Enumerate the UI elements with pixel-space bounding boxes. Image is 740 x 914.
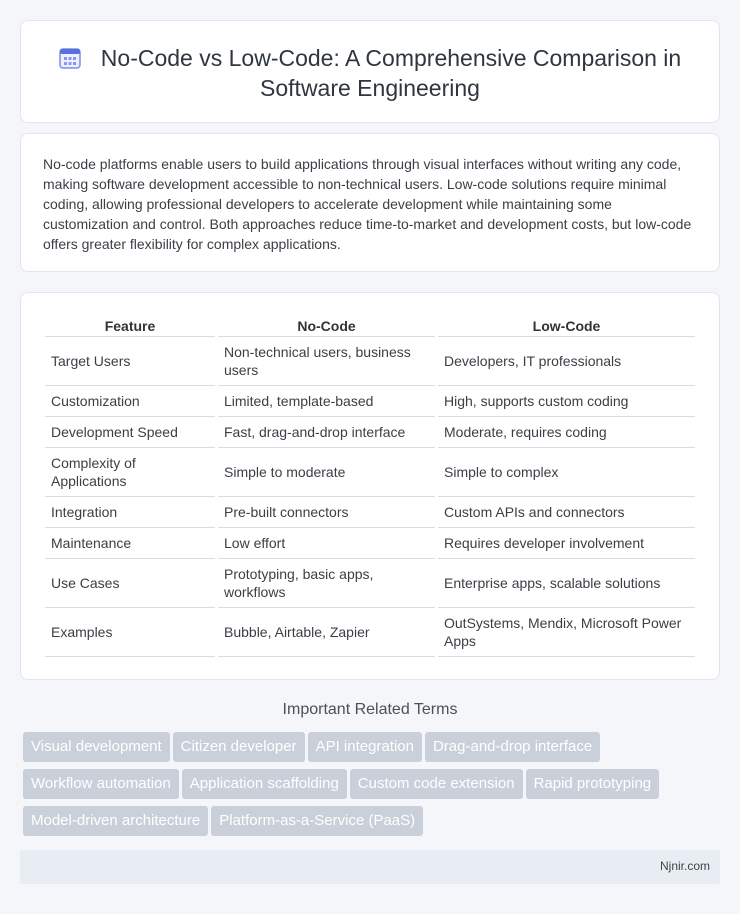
page-title: No-Code vs Low-Code: A Comprehensive Comparison in Software Engineering [100, 45, 682, 101]
calendar-icon [59, 47, 81, 69]
table-cell-feature: Customization [45, 386, 215, 417]
term-tag[interactable]: Model-driven architecture [23, 806, 208, 836]
table-cell-no-code: Limited, template-based [218, 386, 435, 417]
table-cell-feature: Examples [45, 608, 215, 657]
table-cell-feature: Use Cases [45, 559, 215, 608]
table-row [45, 559, 695, 608]
table-cell-feature: Complexity of Applications [45, 448, 215, 497]
table-row [45, 337, 695, 386]
table-cell-no-code: Pre-built connectors [218, 497, 435, 528]
table-header-row [45, 315, 695, 337]
table-row [45, 448, 695, 497]
table-cell-no-code: Non-technical users, business users [218, 337, 435, 386]
term-tag[interactable]: Custom code extension [350, 769, 523, 799]
header-feature: Feature [45, 315, 215, 337]
intro-paragraph: No-code platforms enable users to build applications through visual interfaces without writing any code, making software development accessible to non-technical users. Low-code solutions require minimal coding, allowing professional developers to accelerate development while maintaining some customization and control. Both approaches reduce time-to-market and development costs, but low-code offers greater flexibility for complex applications. [43, 156, 692, 252]
comparison-table [42, 315, 698, 657]
header-low-code: Low-Code [438, 315, 695, 337]
table-row [45, 386, 695, 417]
table-cell-low-code: Simple to complex [438, 448, 695, 497]
related-terms-list [23, 732, 723, 843]
table-cell-low-code: Requires developer involvement [438, 528, 695, 559]
term-tag[interactable]: API integration [308, 732, 422, 762]
term-tag[interactable]: Platform-as-a-Service (PaaS) [211, 806, 423, 836]
table-cell-low-code: Custom APIs and connectors [438, 497, 695, 528]
comparison-card [20, 292, 720, 680]
table-cell-feature: Integration [45, 497, 215, 528]
term-tag[interactable]: Application scaffolding [182, 769, 347, 799]
table-row [45, 608, 695, 657]
term-tag[interactable]: Drag-and-drop interface [425, 732, 600, 762]
footer-site[interactable]: Njnir.com [659, 859, 710, 873]
table-cell-low-code: High, supports custom coding [438, 386, 695, 417]
intro-card [20, 133, 720, 272]
header-no-code: No-Code [218, 315, 435, 337]
term-tag[interactable]: Citizen developer [173, 732, 305, 762]
table-row [45, 417, 695, 448]
page-title-wrap [41, 43, 699, 103]
term-tag[interactable]: Visual development [23, 732, 170, 762]
table-cell-low-code: Moderate, requires coding [438, 417, 695, 448]
table-cell-no-code: Simple to moderate [218, 448, 435, 497]
table-cell-low-code: Developers, IT professionals [438, 337, 695, 386]
table-cell-no-code: Fast, drag-and-drop interface [218, 417, 435, 448]
term-tag[interactable]: Workflow automation [23, 769, 179, 799]
table-cell-no-code: Bubble, Airtable, Zapier [218, 608, 435, 657]
table-cell-no-code: Prototyping, basic apps, workflows [218, 559, 435, 608]
title-card [20, 20, 720, 123]
term-tag[interactable]: Rapid prototyping [526, 769, 660, 799]
table-row [45, 528, 695, 559]
table-cell-low-code: OutSystems, Mendix, Microsoft Power Apps [438, 608, 695, 657]
related-terms-heading: Important Related Terms [282, 701, 458, 718]
table-row [45, 497, 695, 528]
table-cell-no-code: Low effort [218, 528, 435, 559]
table-cell-feature: Maintenance [45, 528, 215, 559]
footer [20, 850, 720, 884]
table-cell-feature: Target Users [45, 337, 215, 386]
table-cell-low-code: Enterprise apps, scalable solutions [438, 559, 695, 608]
table-cell-feature: Development Speed [45, 417, 215, 448]
